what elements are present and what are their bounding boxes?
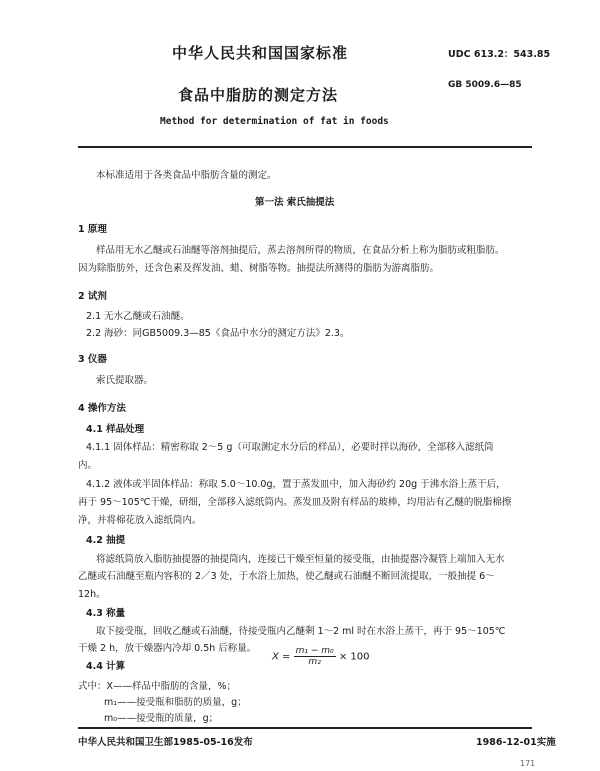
item-4-4: 4.4 计算: [86, 661, 126, 672]
item-2-2: 2.2 海砂：同GB5009.3—85《食品中水分的测定方法》2.3。: [86, 328, 350, 339]
top-rule: [78, 146, 532, 148]
variable-def-m1: m₁——接受瓶和脂肪的质量，g；: [104, 697, 247, 708]
section-1-text-line: 样品用无水乙醚或石油醚等溶剂抽提后，蒸去溶剂所得的物质，在食品分析上称为脂肪或粗脂肪。: [96, 245, 505, 256]
formula-fraction: [294, 646, 336, 667]
variable-def-m0: m₀——接受瓶的质量，g；: [104, 713, 219, 724]
item-4-3-line: 取下接受瓶，回收乙醚或石油醚，待接受瓶内乙醚剩 1～2 ml 时在水浴上蒸干，再于 95～105℃: [96, 626, 506, 637]
item-4-3: 4.3 称量: [86, 608, 126, 619]
item-4-2-line: 12h。: [78, 589, 106, 600]
item-4-1-1-line: 4.1.1 固体样品：精密称取 2～5 g（可取测定水分后的样品），必要时拌以海砂，全部移入滤纸筒: [86, 442, 494, 453]
method-title: 第一法 索氏抽提法: [255, 197, 335, 208]
item-4-1: 4.1 样品处理: [86, 424, 145, 435]
item-4-2-line: 将滤纸筒放入脂肪抽提器的抽提筒内，连接已干燥至恒量的接受瓶，由抽提器冷凝管上端加入无水: [96, 554, 505, 565]
item-4-3-line: 干燥 2 h，放干燥器内冷却 0.5h 后称量。: [78, 643, 257, 654]
section-1-text-line: 因为除脂肪外，还含色素及挥发油、蜡、树脂等物。抽提法所测得的脂肪为游离脂肪。: [78, 263, 440, 274]
section-3-text: 索氏提取器。: [96, 375, 154, 386]
item-4-1-2-line: 净，并将棉花放入滤纸筒内。: [78, 515, 202, 526]
item-4-1-1-line: 内。: [78, 460, 98, 471]
section-3-heading: 3 仪器: [78, 354, 107, 365]
page-number: 171: [520, 759, 536, 768]
bottom-rule: [78, 727, 532, 729]
section-2-heading: 2 试剂: [78, 291, 107, 302]
formula-denominator: m₂: [308, 657, 321, 667]
item-4-2-line: 乙醚或石油醚至瓶内容积的 2／3 处，于水浴上加热，使乙醚或石油醚不断回流提取，一般抽提 6～: [78, 571, 495, 582]
issuer-line: 中华人民共和国卫生部1985-05-16发布: [78, 737, 253, 748]
effective-date: 1986-12-01实施: [476, 737, 556, 748]
gb-number: GB 5009.6—85: [448, 80, 522, 90]
doc-title-english: Method for determination of fat in foods: [160, 116, 389, 127]
section-4-heading: 4 操作方法: [78, 403, 126, 414]
section-1-heading: 1 原理: [78, 224, 107, 235]
fat-formula: [272, 646, 369, 667]
item-4-1-2-line: 再于 95～105℃干燥，研细，全部移入滤纸筒内。蒸发皿及附有样品的玻棒，均用沾有乙醚的脱脂棉擦: [78, 497, 512, 508]
item-4-2: 4.2 抽提: [86, 535, 126, 546]
formula-numerator: m₁ − m₀: [295, 646, 334, 656]
item-2-1: 2.1 无水乙醚或石油醚。: [86, 311, 190, 322]
doc-title: 食品中脂肪的测定方法: [178, 86, 339, 104]
variable-def-x: 式中：X——样品中脂肪的含量，%；: [78, 681, 237, 692]
scope-paragraph: 本标准适用于各类食品中脂肪含量的测定。: [96, 170, 277, 181]
formula-lhs: X =: [272, 651, 291, 663]
formula-multiplier: × 100: [338, 651, 370, 663]
org-title: 中华人民共和国国家标准: [172, 44, 349, 62]
udc-number: UDC 613.2：543.85: [448, 49, 551, 60]
item-4-1-2-line: 4.1.2 液体或半固体样品：称取 5.0～10.0g，置于蒸发皿中，加入海砂约 20g 于沸水浴上蒸干后，: [86, 479, 506, 490]
